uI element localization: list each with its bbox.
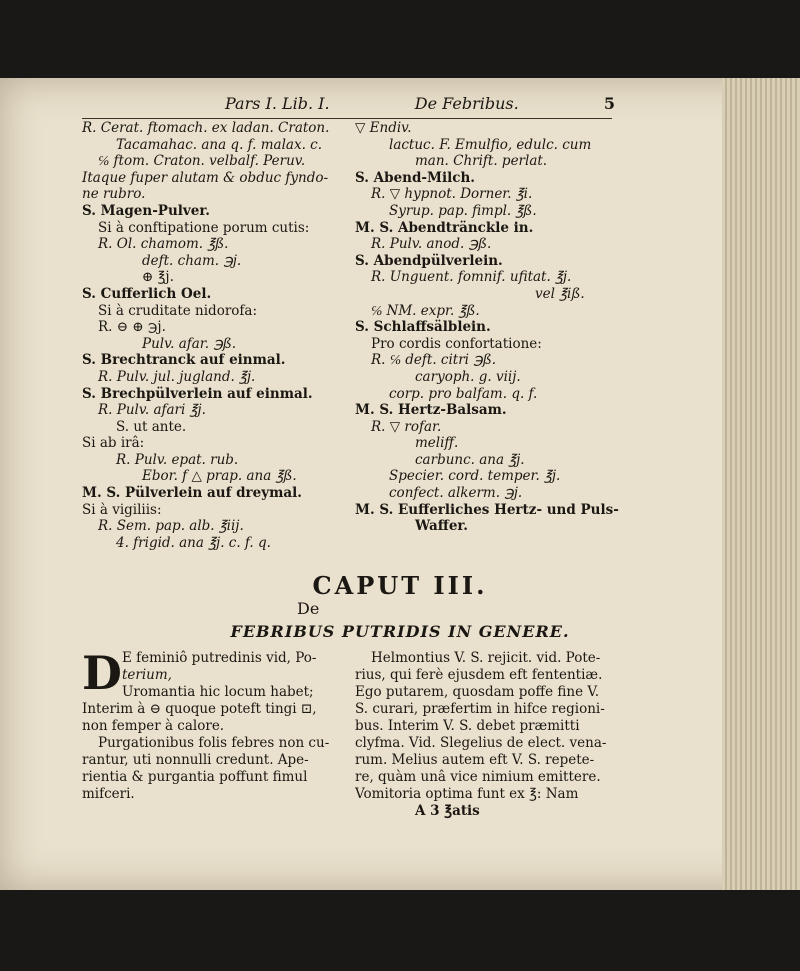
recipe-signature: M. S. Pülverlein auf dreymal.: [82, 485, 302, 502]
recipe-line: R. ⊖ ⊕ ℈j.: [98, 319, 166, 336]
recipe-line: R. Pulv. epat. rub.: [116, 451, 239, 468]
chapter-heading: CAPUT III.: [312, 571, 488, 600]
body-line: bus. Interim V. S. debet præmitti: [355, 718, 580, 734]
recipe-line: lactuc. F. Emulfio, edulc. cum: [389, 136, 592, 153]
recipe-line: Specier. cord. temper. ℥j.: [389, 468, 561, 485]
recipe-line: R. ▽ hypnot. Dorner. ℥i.: [371, 186, 533, 203]
recipe-line: confect. alkerm. ℈j.: [389, 485, 523, 502]
recipe-line: ▽ Endiv.: [355, 120, 412, 136]
recipe-signature: S. Abend-Milch.: [355, 169, 475, 186]
body-line: non femper à calore.: [82, 718, 225, 734]
body-line: rantur, uti nonnulli credunt. Ape-: [82, 752, 309, 768]
body-line: Interim à ⊖ quoque poteft tingi ⊡,: [82, 701, 317, 717]
recipe-indication: Si à vigiliis:: [82, 501, 162, 518]
recipe-line: R. Ol. chamom. ℥ß.: [98, 236, 229, 253]
recipe-line: R. ▽ rofar.: [371, 418, 442, 435]
recipe-line: Tacamahac. ana q. f. malax. c.: [116, 136, 323, 153]
running-head-left: Pars I. Lib. I.: [225, 94, 330, 113]
body-line: Ego putarem, quosdam poffe fine V.: [355, 684, 600, 700]
body-line: rius, qui ferè ejusdem eft fententiæ.: [355, 667, 603, 683]
recipe-signature: Waffer.: [415, 518, 468, 535]
body-line: re, quàm unâ vice nimium emittere.: [355, 769, 601, 785]
recipe-line: caryoph. g. viij.: [415, 368, 521, 385]
recipe-signature: M. S. Hertz-Balsam.: [355, 402, 507, 419]
recipe-indication: Pro cordis confortatione:: [371, 335, 542, 352]
body-line: clyfma. Vid. Slegelius de elect. vena-: [355, 735, 607, 751]
recipe-line: meliff.: [415, 435, 459, 452]
page-number: 5: [603, 94, 615, 113]
recipe-line: R. ℅ deft. citri ℈ß.: [371, 352, 497, 369]
recipe-line: man. Chrift. perlat.: [415, 153, 548, 170]
book-page: [0, 78, 800, 890]
running-head: [225, 94, 615, 113]
section-title: FEBRIBUS PUTRIDIS IN GENERE.: [230, 622, 570, 641]
recipe-line: carbunc. ana ℥j.: [415, 451, 525, 468]
recipe-line: Ebor. f △ prap. ana ℥ß.: [142, 468, 297, 485]
page-edges: [722, 78, 800, 890]
recipe-line: deft. cham. ℈j.: [142, 252, 242, 269]
running-head-right: De Febribus.: [414, 94, 519, 113]
body-line: Helmontius V. S. rejicit. vid. Pote-: [371, 650, 601, 666]
recipe-line: ⊕ ℥j.: [142, 269, 174, 286]
body-line: Vomitoria optima funt ex ℥: Nam: [355, 786, 579, 802]
recipe-line: R. Pulv. afari ℥j.: [98, 402, 206, 419]
recipe-signature: M. S. Abendtränckle in.: [355, 219, 534, 236]
chapter-de: De: [297, 599, 320, 618]
recipe-line: R. Pulv. jul. jugland. ℥j.: [98, 368, 256, 385]
recipe-signature: S. Schlaffsälblein.: [355, 319, 491, 336]
recipe-line: Itaque fuper alutam & obduc fyndo-: [82, 169, 329, 186]
prescription-column-left: [82, 120, 352, 551]
body-text-right: [355, 650, 625, 820]
drop-cap: D: [82, 646, 122, 700]
recipe-line: Syrup. pap. fimpl. ℥ß.: [389, 202, 537, 219]
recipe-line: R. Sem. pap. alb. ℥iij.: [98, 518, 244, 535]
recipe-line: vel ℥iß.: [535, 285, 585, 302]
body-line: rientia & purgantia poffunt fimul: [82, 769, 308, 785]
recipe-signature: M. S. Eufferliches Hertz- und Puls-: [355, 501, 619, 518]
recipe-line: Pulv. afar. ℈ß.: [142, 335, 237, 352]
body-line: S. curari, præfertim in hifce regioni-: [355, 701, 605, 717]
header-rule: [82, 118, 612, 119]
recipe-indication: Si à cruditate nidorofa:: [98, 302, 258, 319]
recipe-signature: S. Brechpülverlein auf einmal.: [82, 385, 313, 402]
body-text-left: [82, 646, 352, 803]
recipe-signature: S. Abendpülverlein.: [355, 252, 503, 269]
recipe-line: corp. pro balfam. q. f.: [389, 385, 538, 402]
recipe-line: ℅ ftom. Craton. velbalf. Peruv.: [98, 153, 306, 170]
recipe-line: ne rubro.: [82, 186, 146, 203]
body-line: Purgationibus folis febres non cu-: [98, 735, 330, 751]
recipe-signature: S. Cufferlich Oel.: [82, 285, 212, 302]
body-line: E feminiô putredinis vid, Po-: [122, 650, 317, 666]
recipe-line: R. Unguent. fomnif. ufitat. ℥j.: [371, 269, 572, 286]
body-line: terium,: [122, 667, 172, 683]
body-line: mifceri.: [82, 786, 135, 802]
recipe-line: ℅ NM. expr. ℥ß.: [371, 302, 480, 319]
recipe-signature: S. Brechtranck auf einmal.: [82, 352, 286, 369]
body-line: Uromantia hic locum habet;: [122, 684, 314, 700]
recipe-indication: Si ab irâ:: [82, 435, 145, 452]
body-line: rum. Melius autem eft V. S. repete-: [355, 752, 595, 768]
recipe-line: 4. frigid. ana ℥j. c. f. q.: [116, 534, 271, 551]
signature-mark: A 3 ℥atis: [415, 803, 480, 819]
prescription-column-right: [355, 120, 625, 535]
recipe-line: R. Cerat. ftomach. ex ladan. Craton.: [82, 120, 330, 136]
recipe-line: R. Pulv. anod. ℈ß.: [371, 236, 492, 253]
recipe-signature: S. ut ante.: [116, 418, 187, 435]
recipe-indication: Si à conftipatione porum cutis:: [98, 219, 310, 236]
recipe-signature: S. Magen-Pulver.: [82, 202, 210, 219]
